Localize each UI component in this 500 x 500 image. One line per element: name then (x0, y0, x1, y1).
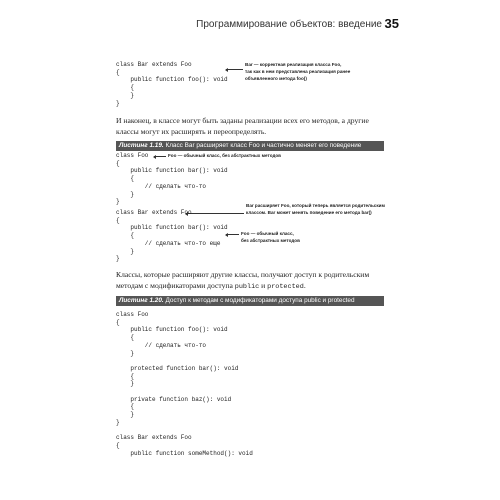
code-block-bar-extends-foo: class Bar extends Foo { public function foo(): void { } } (116, 61, 228, 107)
code-block-class-foo: class Foo { public function bar(): void { // сделать что-то } } (116, 152, 228, 206)
listing-1-19-title: Класс Bar расширяет класс Foo и частично меняет его поведение (165, 142, 362, 149)
code-block-bar-overrides: class Bar extends Foo { public function bar(): void { // сделать что-то еще } } (116, 209, 228, 263)
paragraph-text: . (303, 281, 306, 290)
page-header (0, 0, 500, 46)
paragraph-full-implementation: И наконец, в классе могут быть заданы реализации всех его методов, а другие классы могут их расширять и переопределять. (116, 116, 369, 136)
running-title: Программирование объектов: введение (196, 19, 382, 30)
paragraph-access-modifiers (116, 269, 386, 293)
listing-1-19-label: Листинг 1.19. (119, 142, 164, 149)
paragraph-text: Классы, которые расширяют другие классы, получают доступ к родительским методам с модификаторами доступа (116, 270, 370, 290)
code-block-access-modifiers: class Foo { public function foo(): void { // сделать что-то } protected function bar(): void { } private function baz(): void { } } class Bar extends Foo { public function someMethod(): void (116, 311, 253, 457)
annotation-bar-correct-implementation: Bar — корректная реализация класса Foo, так как в нем представлена реализация ранее объявленного метода foo() (245, 62, 351, 81)
annotation-arrow (154, 156, 166, 157)
listing-1-20-label: Листинг 1.20. (119, 297, 164, 304)
inline-code-protected: protected (267, 283, 304, 291)
listing-1-20-caption (116, 296, 384, 306)
annotation-foo-ordinary-class-2: Foo — обычный класс, без абстрактных методов (241, 231, 300, 243)
listing-1-20-title: Доступ к методам с модификаторами доступа public и protected (165, 297, 355, 304)
annotation-arrow (226, 69, 243, 70)
annotation-bar-extends-foo: Bar расширяет Foo, который теперь является родительским классом. Bar может менять поведение его метода bar() (246, 203, 385, 215)
inline-code-public: public (234, 283, 260, 291)
annotation-arrow (226, 234, 239, 235)
listing-1-19-caption (116, 141, 384, 151)
annotation-foo-ordinary-class: Foo — обычный класс, без абстрактных методов (168, 153, 281, 158)
paragraph-text: и (259, 281, 268, 290)
page-number: 35 (384, 16, 399, 31)
